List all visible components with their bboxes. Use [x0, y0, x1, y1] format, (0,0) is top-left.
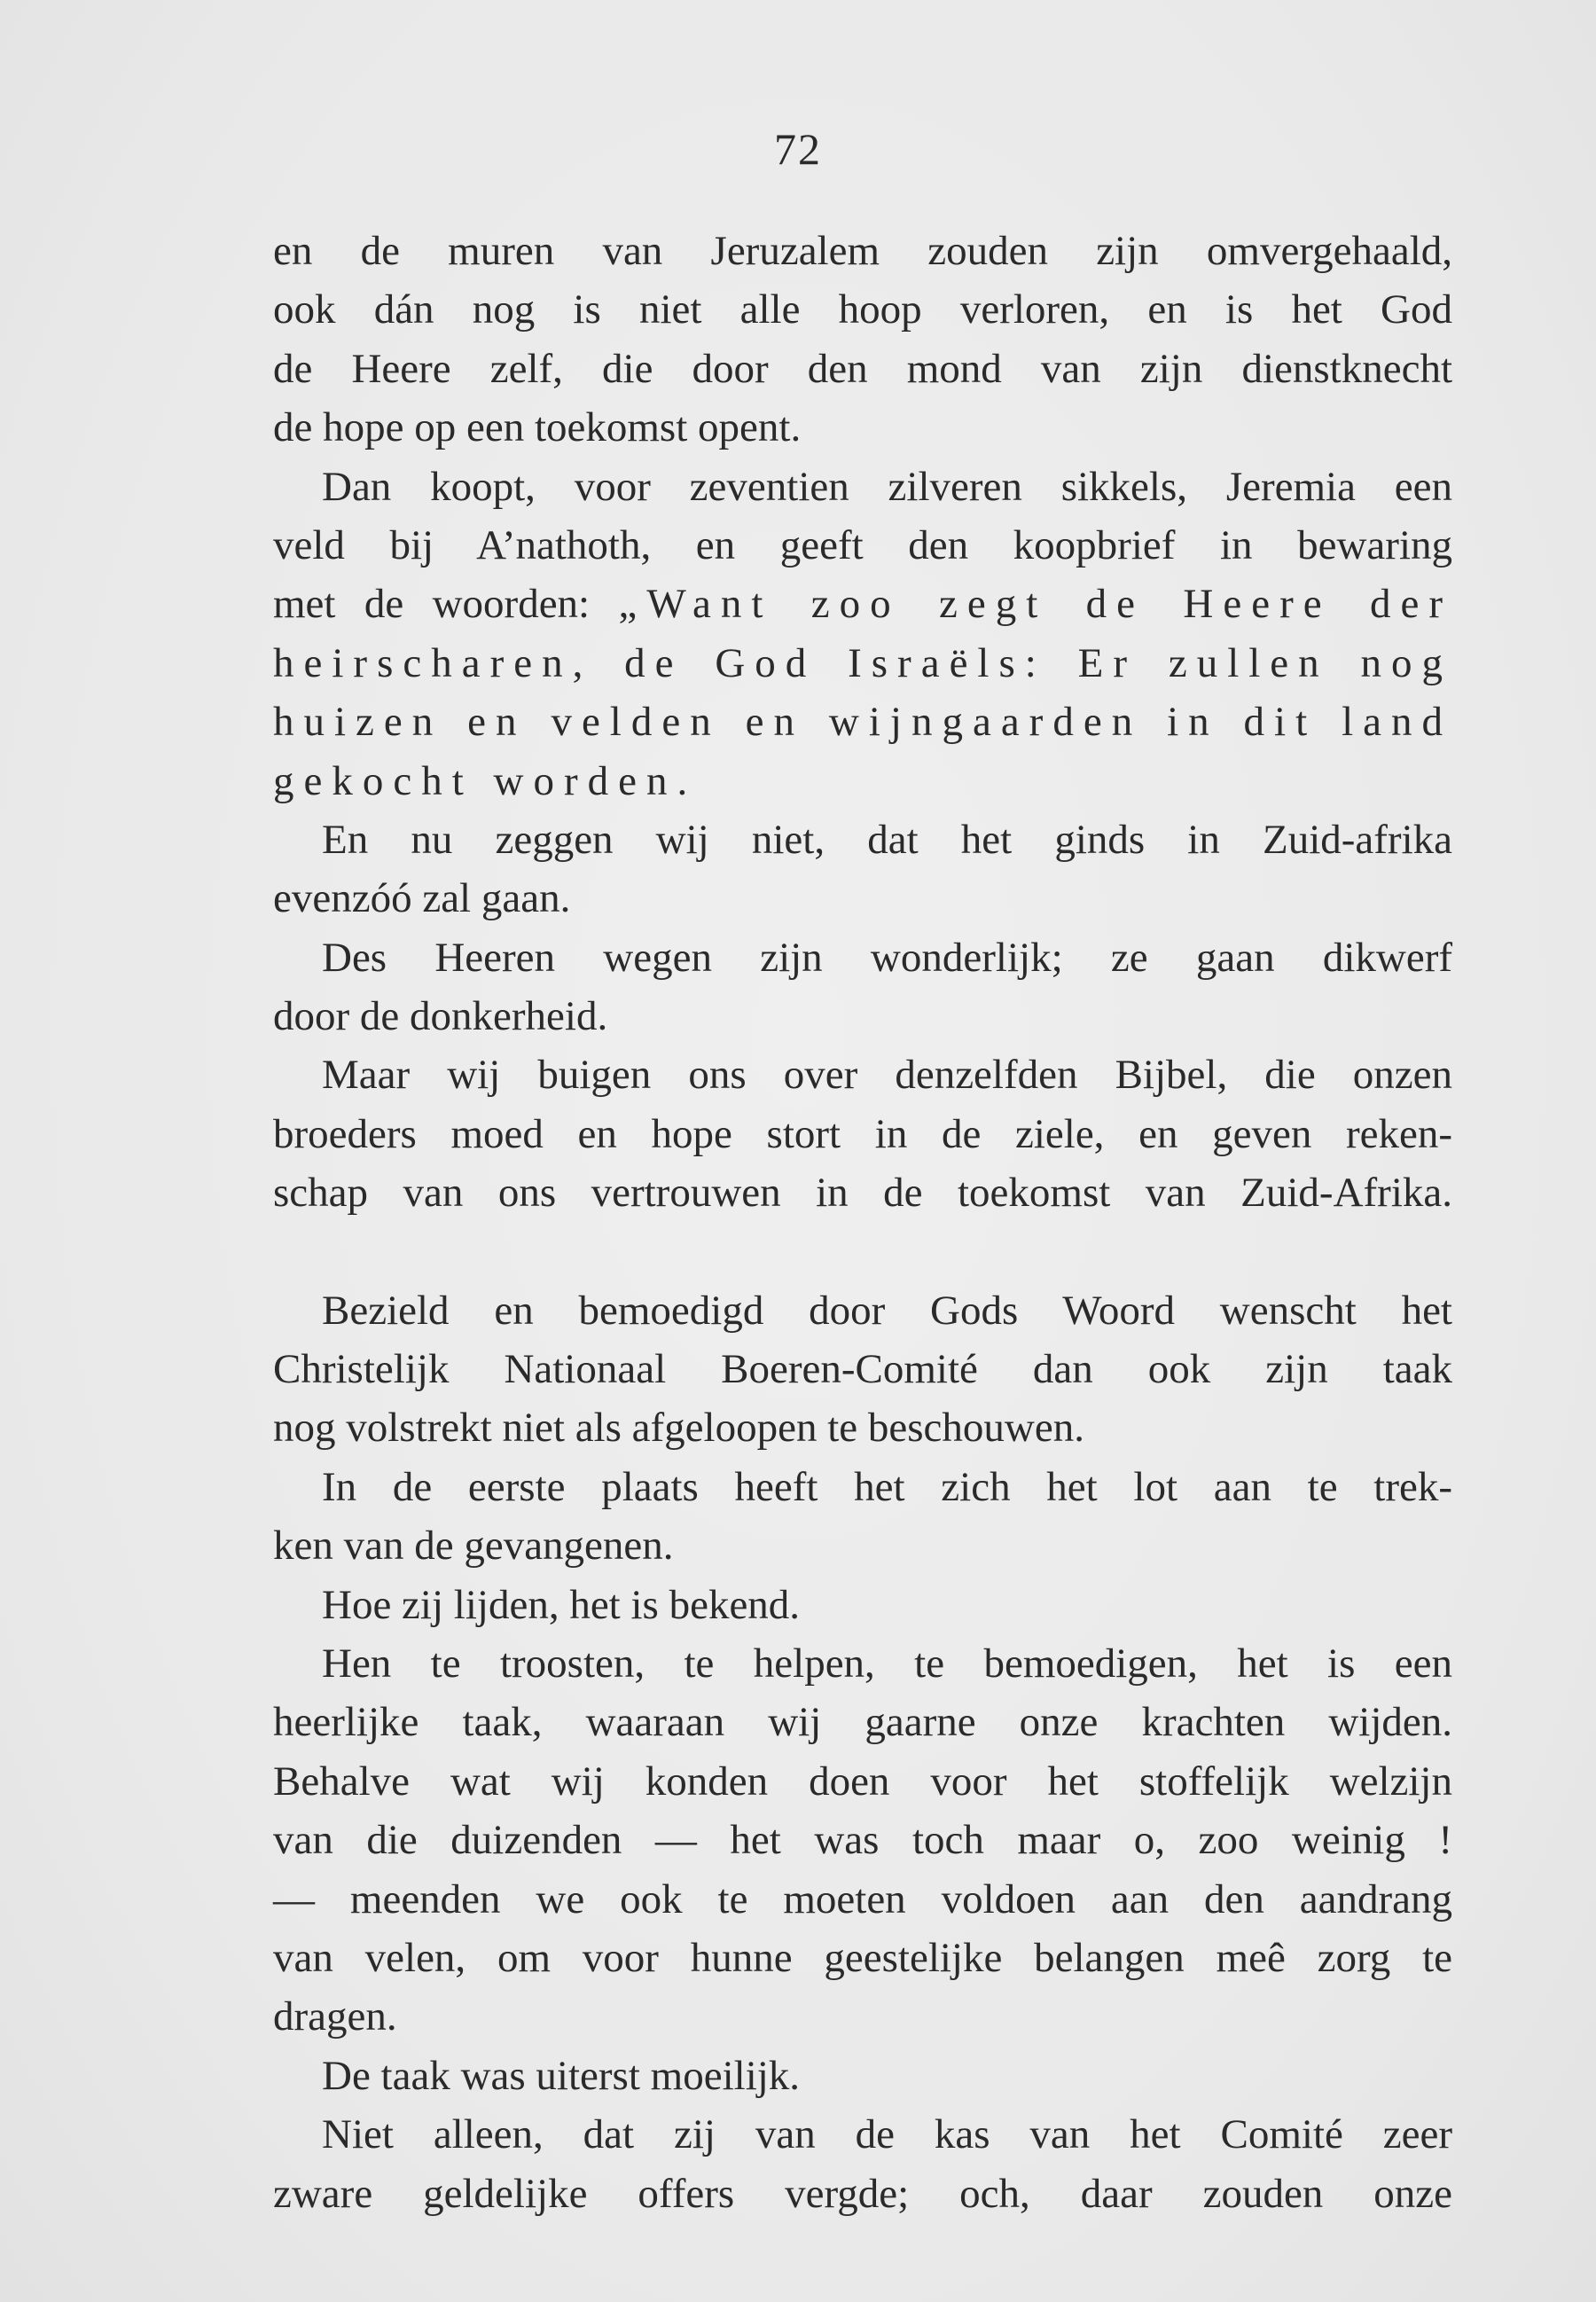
text-line: nog volstrekt niet als afgeloopen te beschouwen.	[273, 1405, 1084, 1452]
spaced-quote-line: gekocht worden.	[273, 757, 698, 804]
spaced-quote-line: heirscharen, de God Israëls: Er zullen nog	[273, 639, 1452, 686]
spaced-quote-line: huizen en velden en wijngaarden in dit land	[273, 699, 1452, 746]
text-line: de Heere zelf, die door den mond van zijn dienstknecht	[273, 345, 1452, 392]
text-line: door de donkerheid.	[273, 993, 608, 1040]
text-line: Des Heeren wegen zijn wonderlijk; ze gaan dikwerf	[322, 934, 1452, 981]
text-line: Maar wij buigen ons over denzelfden Bijbel, die onzen	[322, 1052, 1452, 1099]
section-gap	[273, 1223, 1452, 1281]
text-line: en de muren van Jeruzalem zouden zijn omvergehaald,	[273, 228, 1452, 274]
spaced-quote-fragment: „Want zoo zegt de Heere der	[618, 581, 1452, 628]
text-line: heerlijke taak, waaraan wij gaarne onze krachten wijden.	[273, 1699, 1452, 1746]
text-line: ken van de gevangenen.	[273, 1523, 674, 1570]
text-line: Bezield en bemoedigd door Gods Woord wenscht het	[322, 1287, 1452, 1334]
text-line: De taak was uiterst moeilijk.	[322, 2052, 801, 2099]
text-line: de hope op een toekomst opent.	[273, 404, 802, 451]
text-line: In de eerste plaats heeft het zich het lot aan te trek-	[322, 1463, 1452, 1510]
text-line: schap van ons vertrouwen in de toekomst van Zuid-Afrika.	[273, 1170, 1452, 1217]
text-line: Behalve wat wij konden doen voor het stoffelijk welzijn	[273, 1758, 1452, 1805]
text-line: Hen te troosten, te helpen, te bemoedigen, het is een	[322, 1640, 1452, 1687]
text-line: ook dán nog is niet alle hoop verloren, en is het God	[273, 286, 1452, 333]
text-fragment: met de woorden:	[273, 581, 591, 628]
text-line: veld bij A’nathoth, en geeft den koopbrief in bewaring	[273, 521, 1452, 568]
text-line: van die duizenden — het was toch maar o, zoo weinig !	[273, 1817, 1452, 1864]
text-line: evenzóó zal gaan.	[273, 875, 571, 922]
text-line: broeders moed en hope stort in de ziele, en geven reken-	[273, 1110, 1452, 1157]
text-line: — meenden we ook te moeten voldoen aan den aandrang	[273, 1875, 1452, 1922]
text-line: Hoe zij lijden, het is bekend.	[322, 1581, 801, 1628]
text-line: Niet alleen, dat zij van de kas van het Comité zeer	[322, 2111, 1452, 2158]
text-line: En nu zeggen wij niet, dat het ginds in Zuid-afrika	[322, 816, 1452, 863]
body-text	[273, 222, 1452, 2223]
text-line-mixed	[273, 575, 1452, 633]
page-number: 72	[774, 124, 822, 174]
text-line: van velen, om voor hunne geestelijke belangen meê zorg te	[273, 1934, 1452, 1981]
text-line: Christelijk Nationaal Boeren-Comité dan ook zijn taak	[273, 1346, 1452, 1393]
text-line: Dan koopt, voor zeventien zilveren sikkels, Jeremia een	[322, 463, 1452, 510]
text-line: dragen.	[273, 1993, 397, 2040]
text-line: zware geldelijke offers vergde; och, daar zouden onze	[273, 2170, 1452, 2217]
